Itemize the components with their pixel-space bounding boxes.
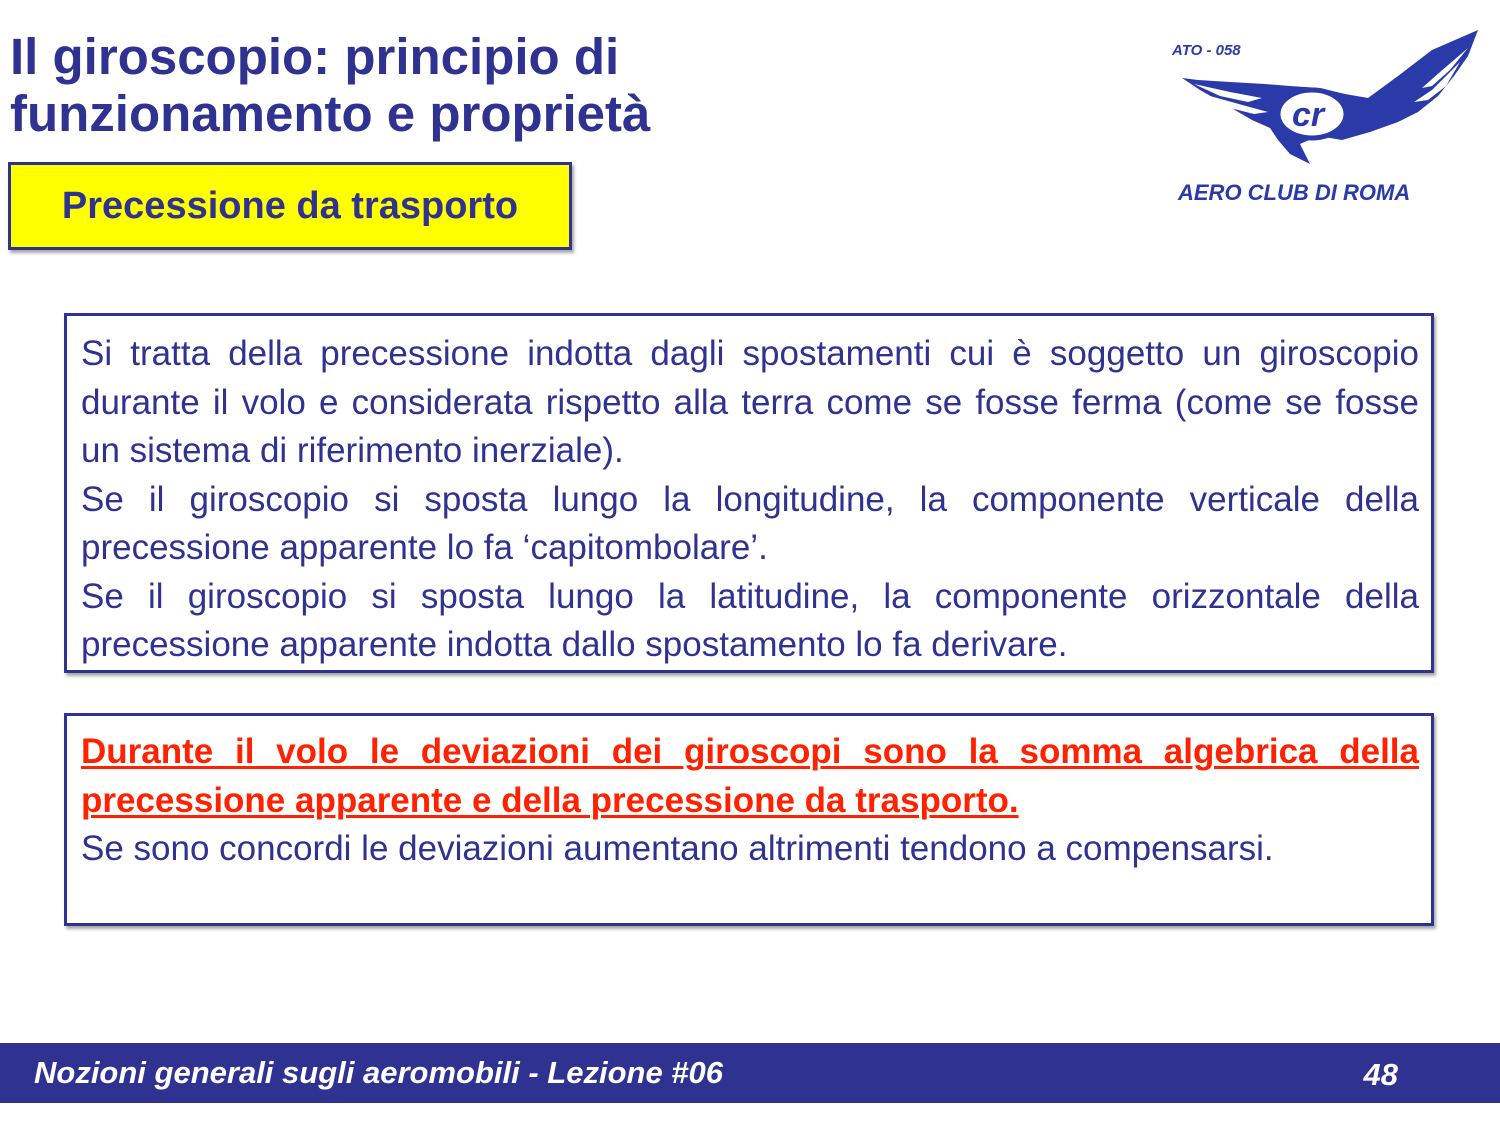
highlight-statement: Durante il volo le deviazioni dei giroscopi sono la somma algebrica della precessione apparente e della precessione da trasporto. [81, 732, 1419, 820]
logo-code: ATO - 058 [1172, 42, 1241, 59]
page-number: 48 [1363, 1057, 1398, 1092]
footer-bar [0, 1043, 1500, 1103]
paragraph-latitude: Se il giroscopio si sposta lungo la latitudine, la componente orizzontale della precessione apparente indotta dallo spostamento lo fa derivare. [81, 576, 1419, 664]
aero-club-logo [1170, 28, 1482, 218]
conclusion-text: Se sono concordi le deviazioni aumentano altrimenti tendono a compensarsi. [81, 829, 1274, 868]
paragraph-longitude: Se il giroscopio si sposta lungo la longitudine, la componente verticale della precessione apparente lo fa ‘capitombolare’. [81, 479, 1419, 567]
paragraph-definition: Si tratta della precessione indotta dagli spostamenti cui è soggetto un giroscopio durante il volo e considerata rispetto alla terra come se fosse ferma (come se fosse un sistema di riferimento inerziale). [81, 334, 1419, 470]
section-subtitle [8, 162, 572, 250]
eagle-logo-icon [1170, 28, 1482, 218]
logo-name: AERO CLUB DI ROMA [1178, 180, 1411, 205]
explanation-box [64, 313, 1434, 673]
subtitle-text: Precessione da trasporto [61, 184, 519, 227]
page-title [10, 28, 910, 142]
conclusion-box [64, 713, 1434, 926]
footer-title: Nozioni generali sugli aeromobili - Lezione #06 [34, 1055, 724, 1090]
title-line-1: Il giroscopio: principio di [10, 28, 620, 85]
title-line-2: funzionamento e proprietà [10, 85, 651, 142]
svg-text:cr: cr [1292, 96, 1325, 134]
